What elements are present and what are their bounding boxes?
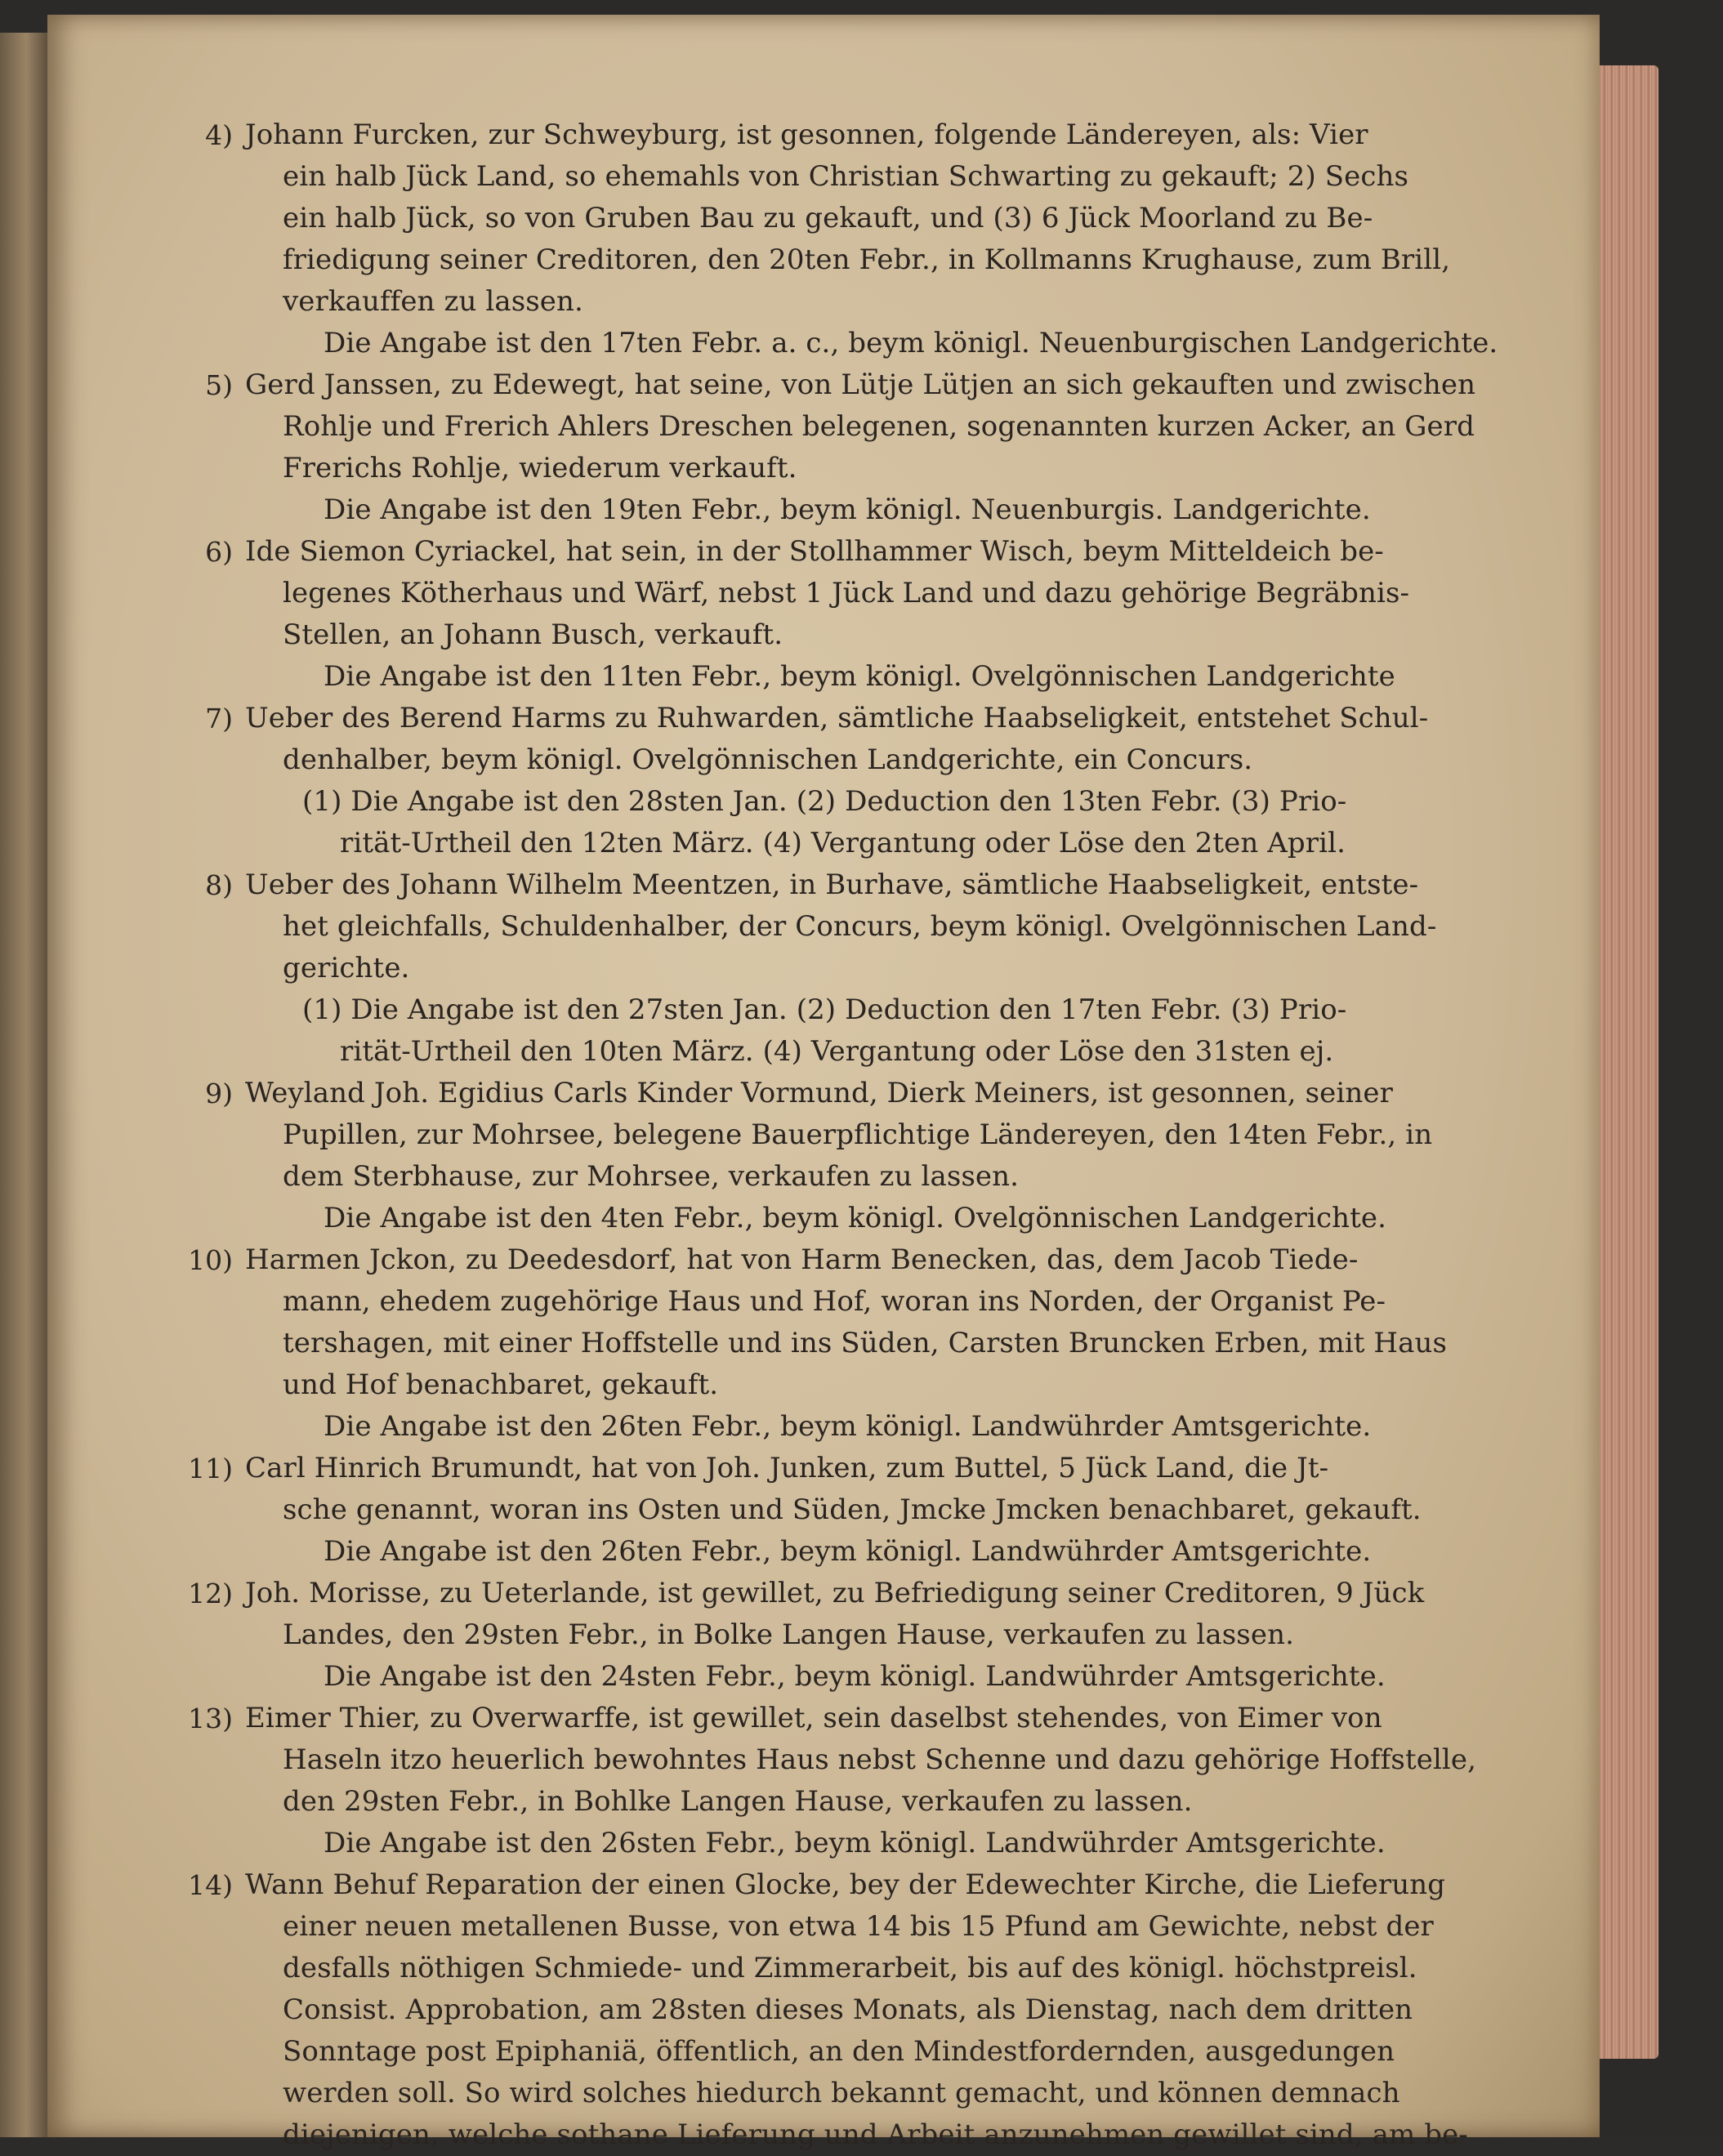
notice-entry — [188, 1448, 1422, 1573]
entry-number: 8) — [205, 869, 233, 901]
entry-number: 4) — [205, 119, 233, 151]
text-line: den 29sten Febr., in Bohlke Langen Hause, verkaufen zu lassen. — [283, 1785, 1193, 1818]
registration-note: Die Angabe ist den 17ten Febr. a. c., beym königl. Neuenburgischen Landgerichte. — [324, 327, 1498, 359]
text-line: (1) Die Angabe ist den 28sten Jan. (2) Deduction den 13ten Febr. (3) Prio- — [302, 785, 1347, 818]
entry-number: 14) — [188, 1869, 233, 1901]
notice-entry — [188, 1573, 1425, 1698]
notice-entry — [205, 364, 1476, 531]
entry-number: 9) — [205, 1078, 233, 1109]
text-line: Landes, den 29sten Febr., in Bolke Langen Hause, verkaufen zu lassen. — [283, 1618, 1294, 1651]
registration-note: Die Angabe ist den 19ten Febr., beym königl. Neuenburgis. Landgerichte. — [324, 493, 1371, 526]
entry-number: 6) — [205, 536, 233, 568]
text-line: rität-Urtheil den 12ten März. (4) Vergantung oder Löse den 2ten April. — [340, 827, 1346, 859]
entry-number: 12) — [188, 1578, 233, 1609]
text-line: Pupillen, zur Mohrsee, belegene Bauerpflichtige Ländereyen, den 14ten Febr., in — [283, 1118, 1433, 1151]
notice-entry — [188, 1864, 1468, 2156]
notice-entry — [205, 698, 1429, 864]
left-page-edge — [0, 33, 47, 2137]
notice-entry — [205, 864, 1437, 1073]
text-line: und Hof benachbaret, gekauft. — [283, 1368, 719, 1401]
entry-number: 11) — [188, 1453, 233, 1484]
text-line: Haseln itzo heuerlich bewohntes Haus nebst Schenne und dazu gehörige Hoffstelle, — [283, 1743, 1477, 1776]
notice-entry — [205, 114, 1498, 364]
notice-entry — [188, 1698, 1477, 1864]
entry-number: 7) — [205, 703, 233, 734]
text-line: Consist. Approbation, am 28sten dieses Monats, als Dienstag, nach dem dritten — [283, 1993, 1413, 2026]
entry-number: 13) — [188, 1703, 233, 1734]
notice-entry — [205, 531, 1410, 698]
text-line: Harmen Jckon, zu Deedesdorf, hat von Harm Benecken, das, dem Jacob Tiede- — [245, 1243, 1359, 1276]
entry-number: 10) — [188, 1244, 233, 1276]
text-line: Joh. Morisse, zu Ueterlande, ist gewillet, zu Befriedigung seiner Creditoren, 9 Jück — [245, 1577, 1425, 1609]
registration-note: Die Angabe ist den 11ten Febr., beym königl. Ovelgönnischen Landgerichte — [324, 660, 1395, 693]
text-line: sche genannt, woran ins Osten und Süden, Jmcke Jmcken benachbaret, gekauft. — [283, 1493, 1422, 1526]
text-line: Stellen, an Johann Busch, verkauft. — [283, 618, 783, 651]
text-line: Wann Behuf Reparation der einen Glocke, bey der Edewechter Kirche, die Lieferung — [245, 1868, 1446, 1901]
registration-note: Die Angabe ist den 24sten Febr., beym königl. Landwührder Amtsgerichte. — [324, 1660, 1386, 1693]
text-line: (1) Die Angabe ist den 27sten Jan. (2) Deduction den 17ten Febr. (3) Prio- — [302, 993, 1347, 1026]
text-line: ein halb Jück, so von Gruben Bau zu gekauft, und (3) 6 Jück Moorland zu Be- — [283, 202, 1373, 234]
page-text — [188, 114, 1498, 2156]
text-line: desfalls nöthigen Schmiede- und Zimmerarbeit, bis auf des königl. höchstpreisl. — [283, 1952, 1417, 1984]
registration-note: Die Angabe ist den 26ten Febr., beym königl. Landwührder Amtsgerichte. — [324, 1410, 1372, 1443]
text-line: Ueber des Berend Harms zu Ruhwarden, sämtliche Haabseligkeit, entstehet Schul- — [245, 702, 1429, 734]
registration-note: Die Angabe ist den 4ten Febr., beym königl. Ovelgönnischen Landgerichte. — [324, 1202, 1386, 1234]
text-line: Gerd Janssen, zu Edewegt, hat seine, von Lütje Lütjen an sich gekauften und zwischen — [245, 368, 1476, 401]
text-line: legenes Kötherhaus und Wärf, nebst 1 Jück Land und dazu gehörige Begräbnis- — [283, 577, 1410, 609]
text-line: Rohlje und Frerich Ahlers Dreschen belegenen, sogenannten kurzen Acker, an Gerd — [283, 410, 1475, 443]
entry-number: 5) — [205, 369, 233, 401]
text-line: Ide Siemon Cyriackel, hat sein, in der Stollhammer Wisch, beym Mitteldeich be- — [245, 535, 1384, 568]
text-line: het gleichfalls, Schuldenhalber, der Concurs, beym königl. Ovelgönnischen Land- — [283, 910, 1437, 943]
text-line: denhalber, beym königl. Ovelgönnischen Landgerichte, ein Concurs. — [283, 743, 1253, 776]
text-line: Carl Hinrich Brumundt, hat von Joh. Junken, zum Buttel, 5 Jück Land, die Jt- — [245, 1452, 1329, 1484]
text-line: Sonntage post Epiphaniä, öffentlich, an den Mindestfordernden, ausgedungen — [283, 2035, 1395, 2068]
text-line: einer neuen metallenen Busse, von etwa 14 bis 15 Pfund am Gewichte, nebst der — [283, 1910, 1434, 1943]
registration-note: Die Angabe ist den 26sten Febr., beym königl. Landwührder Amtsgerichte. — [324, 1827, 1386, 1859]
text-line: werden soll. So wird solches hiedurch bekannt gemacht, und können demnach — [283, 2077, 1400, 2109]
notice-entry — [188, 1239, 1448, 1448]
text-line: rität-Urtheil den 10ten März. (4) Vergantung oder Löse den 31sten ej. — [340, 1035, 1334, 1068]
text-line: friedigung seiner Creditoren, den 20ten Febr., in Kollmanns Krughause, zum Brill, — [283, 243, 1451, 276]
text-line: Frerichs Rohlje, wiederum verkauft. — [283, 452, 797, 484]
registration-note: Die Angabe ist den 26ten Febr., beym königl. Landwührder Amtsgerichte. — [324, 1535, 1372, 1568]
text-line: diejenigen, welche sothane Lieferung und Arbeit anzunehmen gewillet sind, am be- — [283, 2118, 1468, 2151]
text-line: Weyland Joh. Egidius Carls Kinder Vormund, Dierk Meiners, ist gesonnen, seiner — [245, 1077, 1393, 1109]
page-stack-edge — [1600, 65, 1658, 2059]
text-line: verkauffen zu lassen. — [283, 285, 583, 318]
text-line: dem Sterbhause, zur Mohrsee, verkaufen zu lassen. — [283, 1160, 1020, 1193]
text-line: Ueber des Johann Wilhelm Meentzen, in Burhave, sämtliche Haabseligkeit, entste- — [245, 868, 1419, 901]
text-line: gerichte. — [283, 952, 410, 984]
notice-entry — [205, 1073, 1433, 1239]
text-line: Eimer Thier, zu Overwarffe, ist gewillet, sein daselbst stehendes, von Eimer von — [245, 1702, 1382, 1734]
text-line: mann, ehedem zugehörige Haus und Hof, woran ins Norden, der Organist Pe- — [283, 1285, 1386, 1318]
text-line: tershagen, mit einer Hoffstelle und ins Süden, Carsten Bruncken Erben, mit Haus — [283, 1327, 1448, 1359]
text-line: Johann Furcken, zur Schweyburg, ist gesonnen, folgende Ländereyen, als: Vier — [245, 118, 1368, 151]
text-line: ein halb Jück Land, so ehemahls von Christian Schwarting zu gekauft; 2) Sechs — [283, 160, 1409, 193]
